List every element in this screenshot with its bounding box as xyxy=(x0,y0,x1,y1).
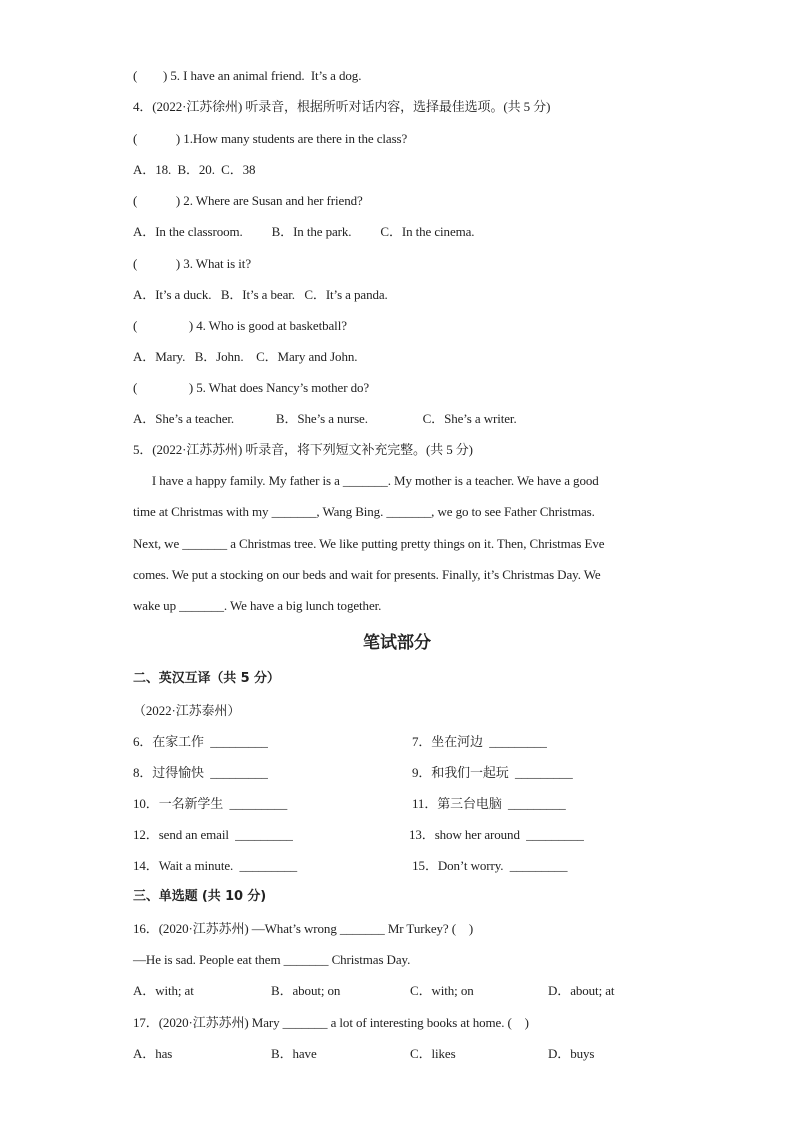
translation-item-13: 13．show her around _________ xyxy=(409,827,584,842)
translation-item-12: 12．send an email _________ xyxy=(133,827,293,842)
q5-passage-line-5: wake up _______. We have a big lunch together. xyxy=(133,598,382,613)
q16-option-c: C．with; on xyxy=(410,983,474,998)
q4-item-5-options: A．She’s a teacher. B．She’s a nurse. C．She’s a writer. xyxy=(133,411,517,426)
q4-item-3-options: A．It’s a duck. B．It’s a bear. C．It’s a panda. xyxy=(133,287,388,302)
q5-passage-line-3: Next, we _______ a Christmas tree. We like putting pretty things on it. Then, Christmas Eve xyxy=(133,536,605,551)
q4-item-2-stem: ( ) 2. Where are Susan and her friend? xyxy=(133,193,363,208)
q17-option-d: D．buys xyxy=(548,1046,595,1061)
translation-item-7: 7．坐在河边 _________ xyxy=(412,734,547,749)
q4-item-1-stem: ( ) 1.How many students are there in the class? xyxy=(133,131,408,146)
q4-item-1-options: A．18. B．20. C．38 xyxy=(133,162,256,177)
q5-header: 5．(2022·江苏苏州) 听录音，将下列短文补充完整。(共 5 分) xyxy=(133,442,473,457)
q4-item-2-options: A．In the classroom. B．In the park. C．In the cinema. xyxy=(133,224,475,239)
section-2-source: （2022·江苏泰州） xyxy=(133,703,241,718)
q5-passage-line-1: I have a happy family. My father is a _______. My mother is a teacher. We have a good xyxy=(133,473,599,488)
q4-item-4-options: A．Mary. B．John. C．Mary and John. xyxy=(133,349,358,364)
q17-option-c: C．likes xyxy=(410,1046,456,1061)
q16-line-2: —He is sad. People eat them _______ Christmas Day. xyxy=(133,952,411,967)
q16-option-b: B．about; on xyxy=(271,983,341,998)
q17-option-b: B．have xyxy=(271,1046,317,1061)
q16-option-d: D．about; at xyxy=(548,983,615,998)
translation-item-15: 15．Don’t worry. _________ xyxy=(409,858,568,873)
q4-item-3-stem: ( ) 3. What is it? xyxy=(133,256,251,271)
translation-item-10: 10．一名新学生 _________ xyxy=(133,796,288,811)
q5-passage-line-4: comes. We put a stocking on our beds and wait for presents. Finally, it’s Christmas Day. We xyxy=(133,567,601,582)
q4-item-4-stem: ( ) 4. Who is good at basketball? xyxy=(133,318,347,333)
written-section-title: 笔试部分 xyxy=(363,633,431,653)
section-2-header: 二、英汉互译（共 5 分） xyxy=(133,671,280,686)
q16-stem: 16．(2020·江苏苏州) —What’s wrong _______ Mr Turkey? ( ) xyxy=(133,921,474,936)
q4-header: 4．(2022·江苏徐州) 听录音，根据所听对话内容，选择最佳选项。(共 5 分) xyxy=(133,99,551,114)
translation-item-6: 6．在家工作 _________ xyxy=(133,734,268,749)
section-3-header: 三、单选题 (共 10 分) xyxy=(133,889,267,904)
listening-item-5: ( ) 5. I have an animal friend. It’s a dog. xyxy=(133,68,362,83)
translation-item-9: 9．和我们一起玩 _________ xyxy=(412,765,573,780)
translation-item-8: 8．过得愉快 _________ xyxy=(133,765,268,780)
translation-item-11: 11．第三台电脑 _________ xyxy=(412,796,566,811)
translation-item-14: 14．Wait a minute. _________ xyxy=(133,858,298,873)
q5-passage-line-2: time at Christmas with my _______, Wang Bing. _______, we go to see Father Christmas. xyxy=(133,504,595,519)
q4-item-5-stem: ( ) 5. What does Nancy’s mother do? xyxy=(133,380,370,395)
q16-option-a: A．with; at xyxy=(133,983,194,998)
q17-option-a: A．has xyxy=(133,1046,173,1061)
q17-stem: 17．(2020·江苏苏州) Mary _______ a lot of interesting books at home. ( ) xyxy=(133,1015,529,1030)
